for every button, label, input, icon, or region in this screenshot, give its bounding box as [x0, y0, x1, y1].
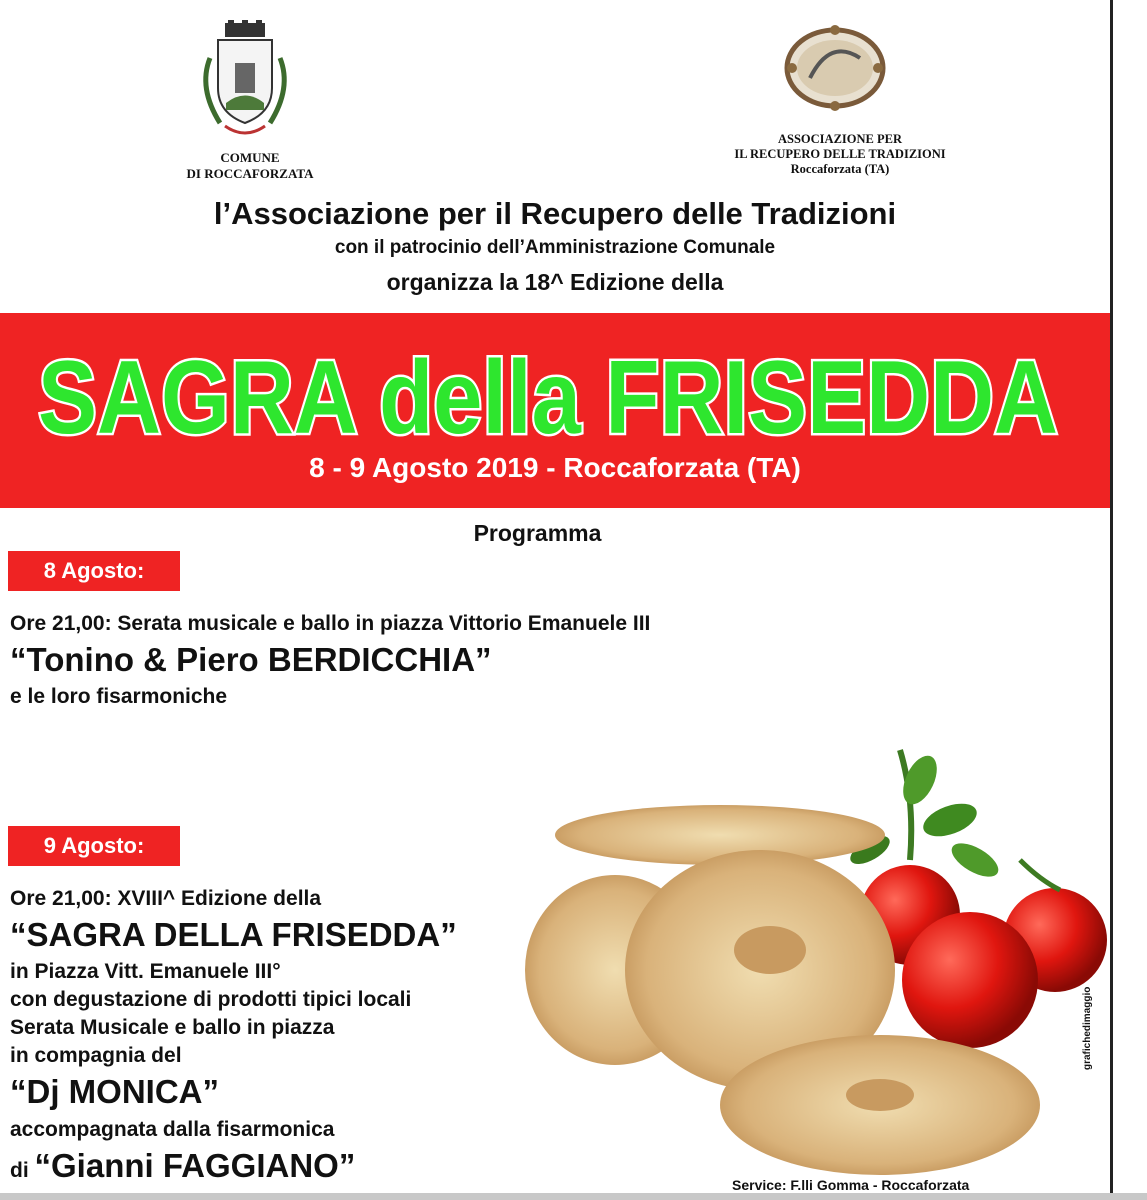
day1-line-2: “Tonino & Piero BERDICCHIA” — [10, 641, 492, 678]
comune-coat-of-arms-icon — [190, 18, 300, 143]
program-heading: Programma — [473, 520, 602, 546]
day2-line-5: Serata Musicale e ballo in piazza — [10, 1016, 335, 1039]
day2-line-9-prefix: di — [10, 1159, 35, 1182]
association-line-1: ASSOCIAZIONE PER — [778, 132, 902, 146]
tambourine-logo-icon — [780, 18, 890, 118]
day2-line-1: Ore 21,00: XVIII^ Edizione della — [10, 887, 322, 910]
association-caption — [690, 132, 990, 177]
comune-line-2: DI ROCCAFORZATA — [186, 166, 314, 181]
day2-line-2: “SAGRA DELLA FRISEDDA” — [10, 916, 457, 953]
day1-line-3: e le loro fisarmoniche — [10, 685, 228, 708]
day2-tag: 9 Agosto: — [8, 826, 180, 866]
graphics-credit: grafichedimaggio — [1082, 986, 1093, 1070]
day2-line-3: in Piazza Vitt. Emanuele III° — [10, 960, 281, 983]
intro-patronage: con il patrocinio dell’Amministrazione Comunale — [334, 237, 776, 258]
intro-organizer: l’Associazione per il Recupero delle Tradizioni — [213, 196, 897, 231]
frisedda-tomato-photo — [520, 740, 1120, 1195]
intro-edition: organizza la 18^ Edizione della — [386, 269, 724, 295]
comune-line-1: COMUNE — [220, 150, 280, 165]
day2-line-9 — [10, 1147, 355, 1185]
day1-tag: 8 Agosto: — [8, 551, 180, 591]
event-dates: 8 - 9 Agosto 2019 - Roccaforzata (TA) — [309, 452, 801, 483]
day2-line-8: accompagnata dalla fisarmonica — [10, 1118, 335, 1141]
day2-line-7: “Dj MONICA” — [10, 1073, 219, 1110]
event-title: SAGRA della FRISEDDA — [38, 340, 1058, 456]
day2-line-9-name: “Gianni FAGGIANO” — [34, 1147, 356, 1184]
service-credit: Service: F.lli Gomma - Roccaforzata — [732, 1177, 970, 1193]
event-title-svg — [0, 313, 1110, 456]
day2-line-6: in compagnia del — [10, 1044, 182, 1067]
day1-line-1: Ore 21,00: Serata musicale e ballo in piazza Vittorio Emanuele III — [10, 612, 651, 635]
association-line-3: Roccaforzata (TA) — [790, 162, 890, 176]
day2-line-4: con degustazione di prodotti tipici locali — [10, 988, 412, 1011]
association-line-2: IL RECUPERO DELLE TRADIZIONI — [734, 147, 946, 161]
comune-caption — [150, 150, 350, 182]
